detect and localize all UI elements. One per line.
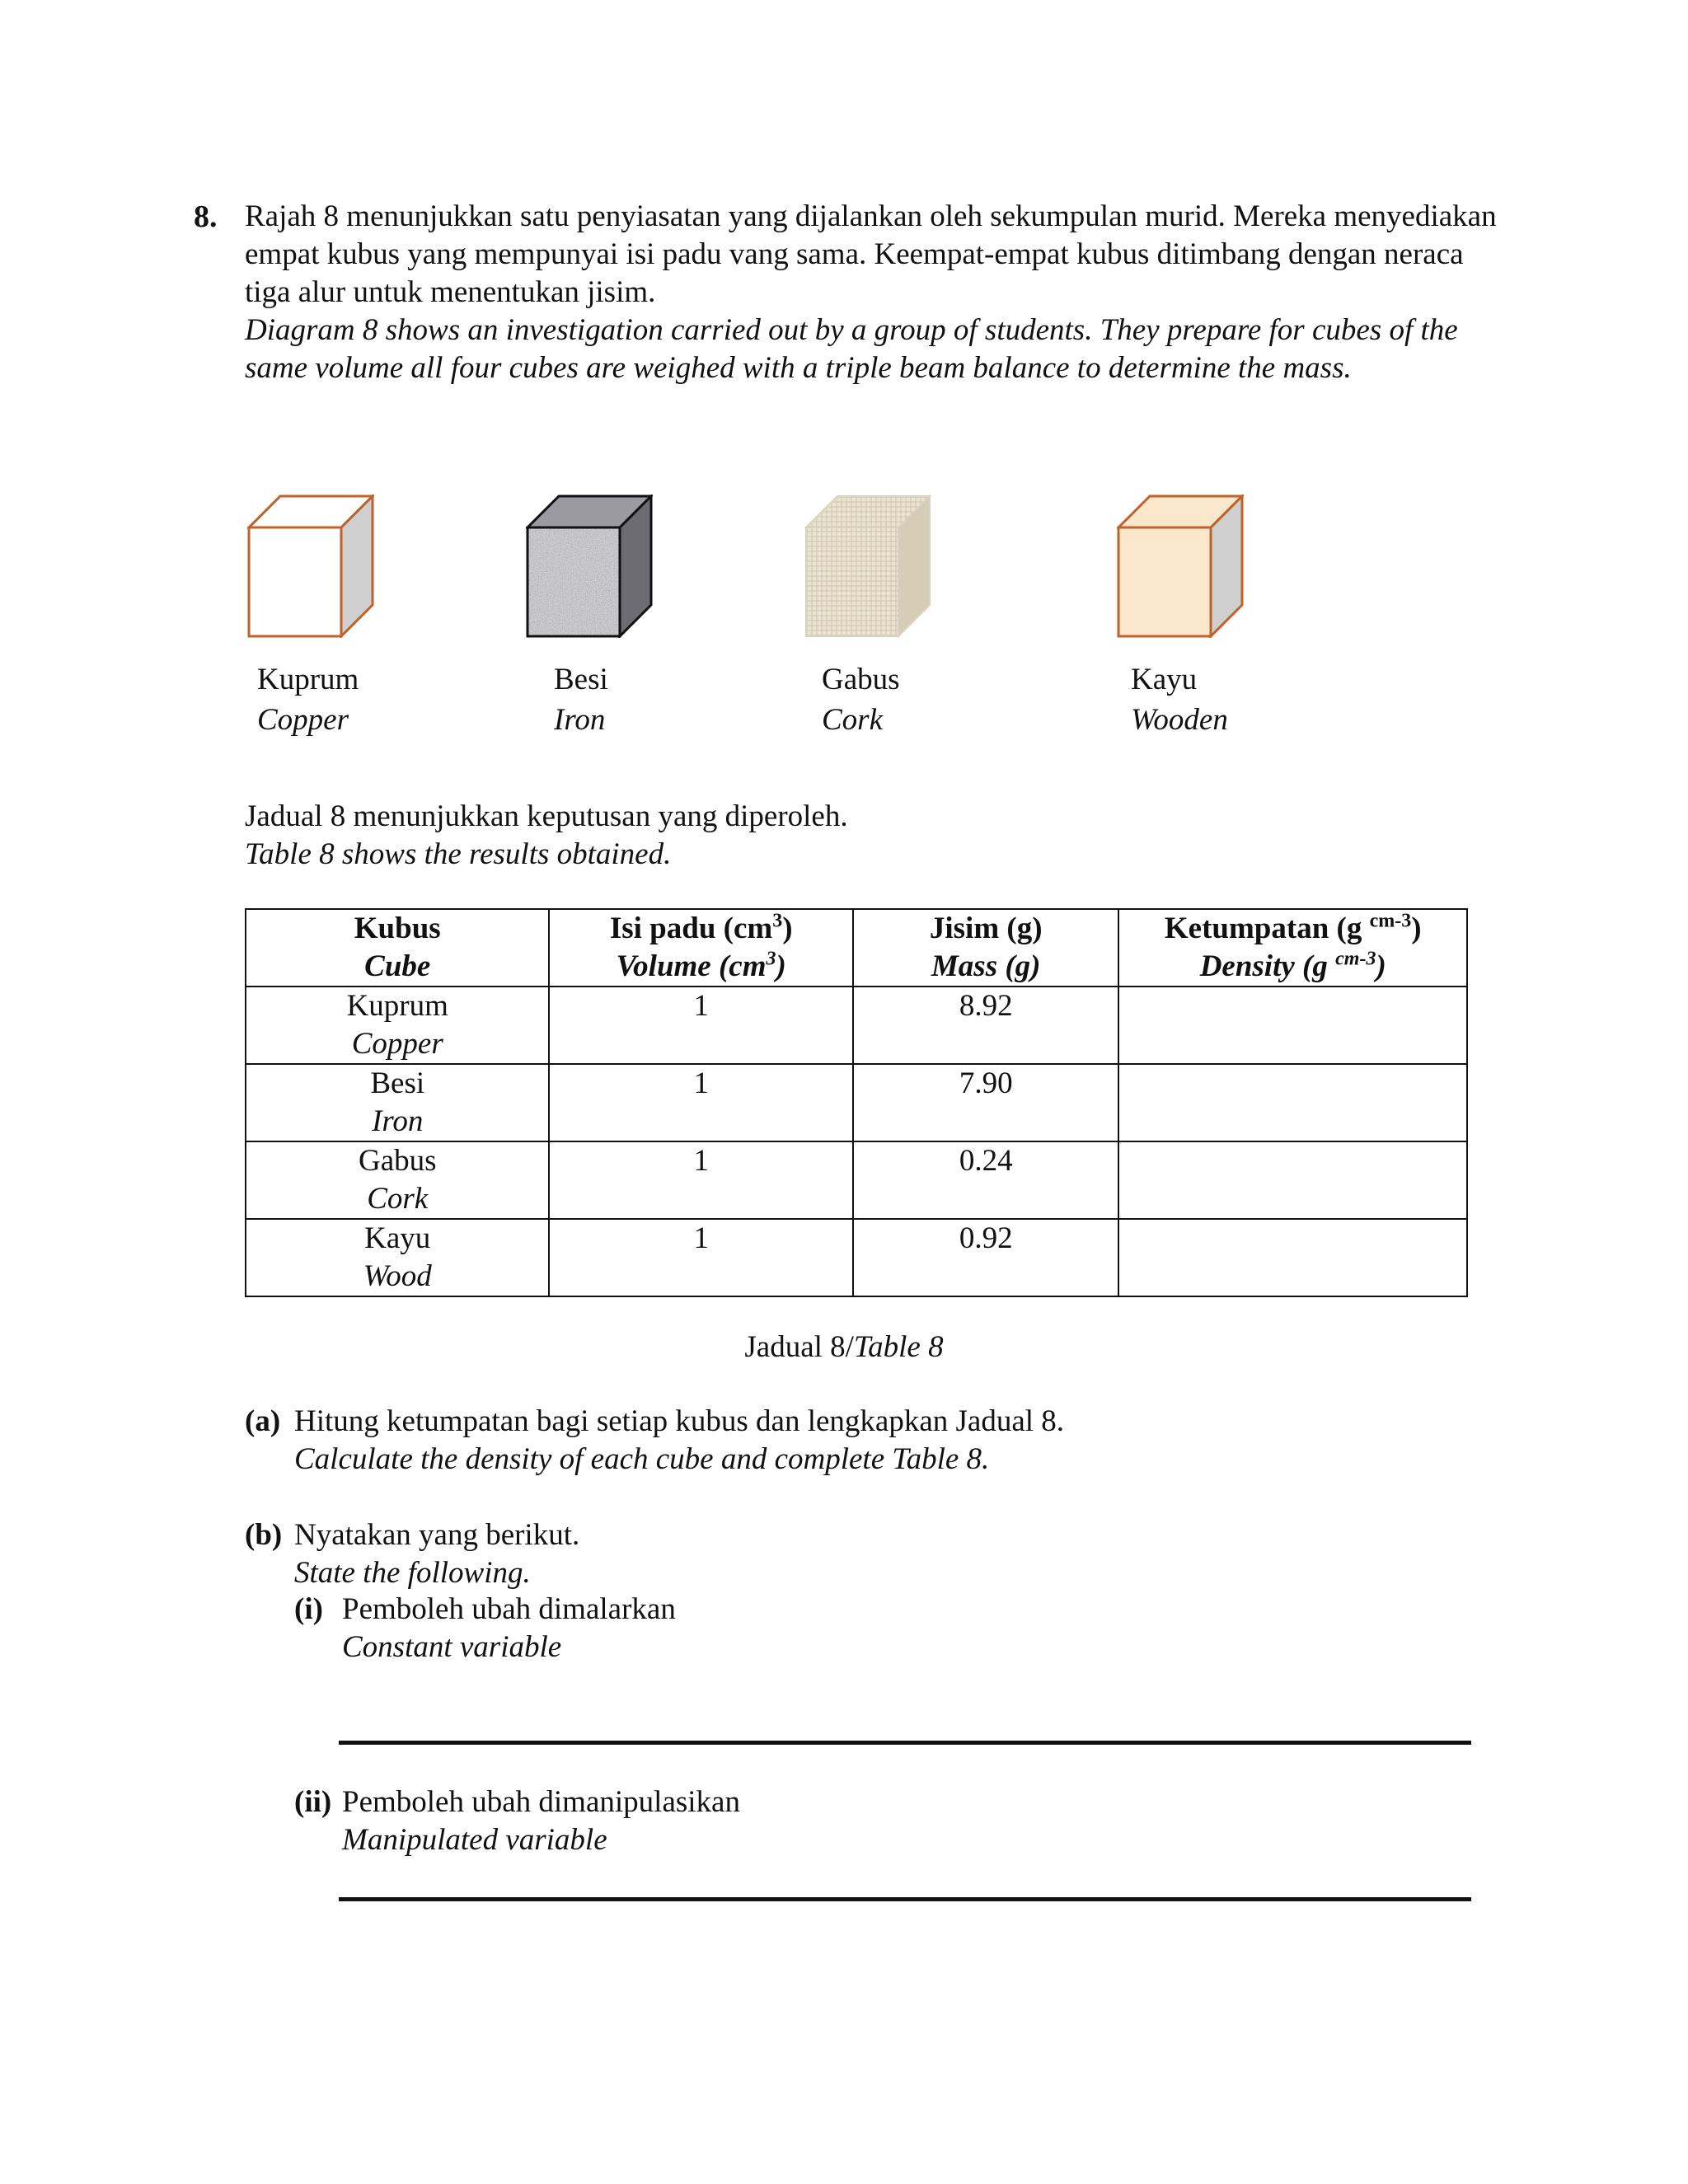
table-footer: Jadual 8/Table 8 (744, 1330, 944, 1364)
cork-cube (804, 494, 931, 638)
iron-cube (526, 494, 653, 638)
density-cell[interactable] (1118, 1141, 1467, 1219)
header-density: Ketumpatan (g $^{cm-3}$) Density (g $^{cm-3}$) (1118, 909, 1467, 987)
header-cube: Kubus Cube (246, 909, 549, 987)
mass-cell: 7.90 (853, 1064, 1119, 1141)
table-row (246, 1141, 1467, 1219)
table-row (246, 987, 1467, 1064)
header-volume: Isi padu $(cm^3)$ Volume $(cm^3)$ (549, 909, 852, 987)
volume-cell: 1 (549, 987, 852, 1064)
answer-line-constant[interactable] (339, 1741, 1471, 1745)
part-a-text: Hitung ketumpatan bagi setiap kubus dan lengkapkan Jadual 8. Calculate the density of each cube and complete Table 8. (294, 1404, 1065, 1476)
cube-cell: Besi Iron (246, 1064, 549, 1141)
cork-label: Gabus Cork (822, 663, 900, 737)
part-b-text: Nyatakan yang berikut. State the following. (294, 1518, 580, 1590)
table-row (246, 1064, 1467, 1141)
volume-cell: 1 (549, 1064, 852, 1141)
mass-cell: 0.24 (853, 1141, 1119, 1219)
cube-cell: Kuprum Copper (246, 987, 549, 1064)
mass-cell: 0.92 (853, 1219, 1119, 1296)
density-cell[interactable] (1118, 987, 1467, 1064)
part-b-ii-text: Pemboleh ubah dimanipulasikan Manipulated variable (342, 1785, 740, 1857)
volume-cell: 1 (549, 1141, 852, 1219)
answer-line-manipulated[interactable] (339, 1897, 1471, 1901)
mass-cell: 8.92 (853, 987, 1119, 1064)
table-row (246, 1219, 1467, 1296)
part-b-ii-label: (ii) (294, 1785, 332, 1819)
volume-cell: 1 (549, 1219, 852, 1296)
table-header-row (246, 909, 1467, 987)
header-mass: Jisim (g) Mass (g) (853, 909, 1119, 987)
cube-cell: Kayu Wood (246, 1219, 549, 1296)
part-b-i-label: (i) (294, 1592, 323, 1626)
table-caption: Jadual 8 menunjukkan keputusan yang diperoleh. Table 8 shows the results obtained. (245, 799, 848, 871)
copper-label: Kuprum Copper (257, 663, 359, 737)
question-text-ms: Rajah 8 menunjukkan satu penyiasatan yang dijalankan oleh sekumpulan murid. Mereka menyediakan empat kubus yang mempunyai isi padu vang sama. Keempat-empat kubus ditimbang dengan neraca tiga alur untuk menentukan jisim. (245, 199, 1497, 309)
question-text-en: Diagram 8 shows an investigation carried out by a group of students. They prepare for cubes of the same volume all four cubes are weighed with a triple beam balance to determine the mass. (245, 313, 1458, 385)
density-cell[interactable] (1118, 1219, 1467, 1296)
wood-label: Kayu Wooden (1131, 663, 1228, 737)
results-table (245, 908, 1468, 1297)
part-a-label: (a) (245, 1404, 281, 1438)
part-b-i-text: Pemboleh ubah dimalarkan Constant variable (342, 1592, 676, 1664)
question-number: 8. (194, 199, 218, 234)
question-text (245, 198, 1514, 387)
iron-label: Besi Iron (554, 663, 608, 737)
wood-cube (1117, 494, 1244, 638)
copper-cube (247, 494, 374, 638)
density-cell[interactable] (1118, 1064, 1467, 1141)
part-b-label: (b) (245, 1518, 283, 1552)
cube-cell: Gabus Cork (246, 1141, 549, 1219)
